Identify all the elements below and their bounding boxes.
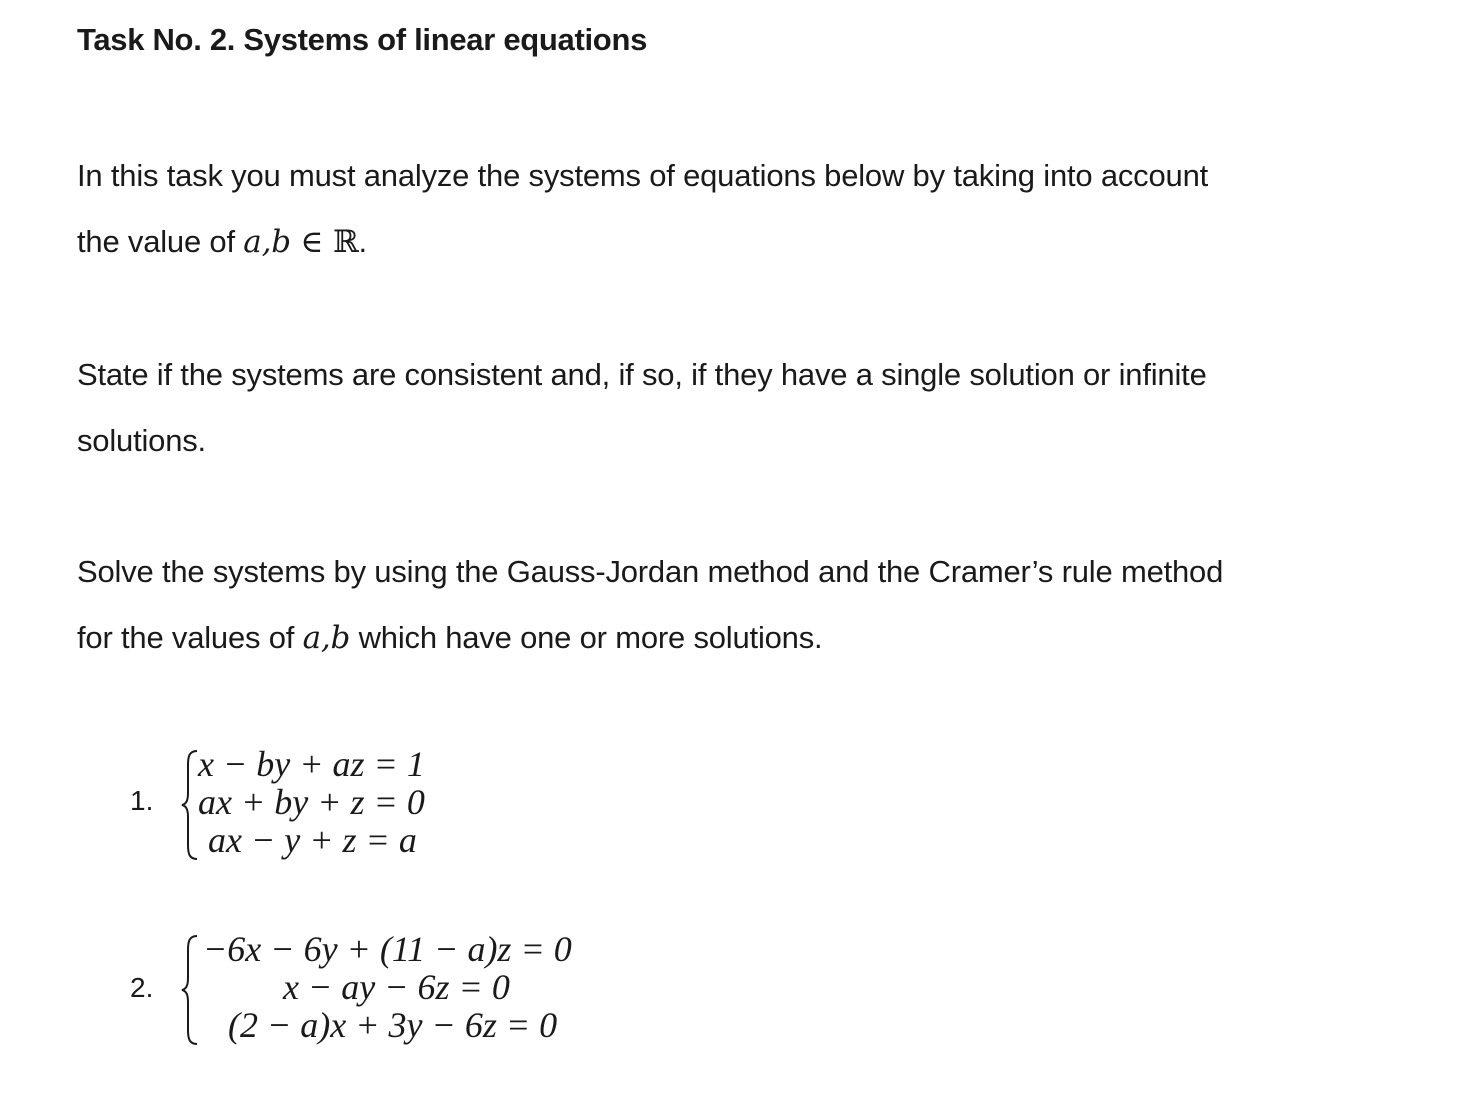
consistency-line-2: solutions. bbox=[77, 423, 206, 458]
method-line-2-suffix: which have one or more solutions. bbox=[350, 620, 823, 655]
intro-line-2 bbox=[77, 209, 1397, 275]
left-brace-icon bbox=[180, 934, 200, 1046]
intro-line-2-prefix: the value of bbox=[77, 224, 244, 259]
consistency-paragraph bbox=[77, 342, 1397, 474]
system-number: 1. bbox=[130, 785, 154, 816]
method-line-2 bbox=[77, 605, 1397, 671]
method-paragraph bbox=[77, 539, 1397, 671]
equation-1: −6x − 6y + (11 − a)z = 0 bbox=[203, 929, 572, 969]
equation-2: x − ay − 6z = 0 bbox=[283, 967, 510, 1007]
intro-line-1: In this task you must analyze the systems of equations below by taking into account bbox=[77, 158, 1209, 193]
variables-ab: a,b bbox=[302, 620, 351, 656]
intro-line-2-suffix: . bbox=[358, 224, 367, 259]
intro-paragraph bbox=[77, 143, 1397, 275]
method-line-2-prefix: for the values of bbox=[77, 620, 303, 655]
left-brace-icon bbox=[180, 749, 200, 861]
equation-2: ax + by + z = 0 bbox=[198, 782, 425, 822]
variables-ab: a,b bbox=[243, 224, 291, 260]
equation-3: ax − y + z = a bbox=[208, 820, 417, 860]
equation-1: x − by + az = 1 bbox=[198, 744, 425, 784]
system-number: 2. bbox=[130, 972, 154, 1003]
real-numbers-symbol: ∈ ℝ bbox=[290, 224, 359, 260]
method-line-1: Solve the systems by using the Gauss-Jordan method and the Cramer’s rule method bbox=[77, 554, 1224, 589]
task-title: Task No. 2. Systems of linear equations bbox=[77, 22, 648, 57]
equation-3: (2 − a)x + 3y − 6z = 0 bbox=[228, 1005, 558, 1045]
consistency-line-1: State if the systems are consistent and, if so, if they have a single solution or infinite bbox=[77, 357, 1207, 392]
